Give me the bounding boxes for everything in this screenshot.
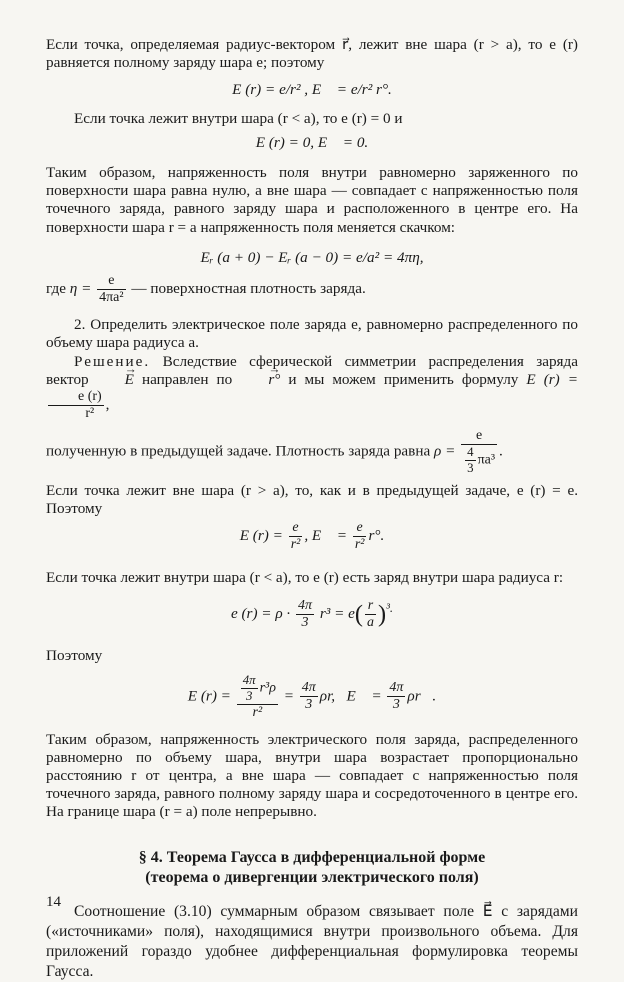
eq6-fraction-2 <box>300 680 318 713</box>
eq6-big-numerator <box>237 673 278 705</box>
eq6-den-2: 3 <box>305 697 313 713</box>
therefore-word: Поэтому <box>46 646 103 664</box>
problem-2-statement: 2. Определить электрическое поле заряда e, равномерно распределенного по объему шара радиуса a. <box>46 316 578 352</box>
eq6-inner-fraction <box>241 673 258 704</box>
formula-E-of-r-fraction <box>48 389 104 422</box>
density-fraction-numerator: e <box>461 428 497 445</box>
density-paragraph: полученную в предыдущей задаче. Плотность заряда равна ρ = e $\frac{4}{3}$ πa³ . <box>46 428 503 476</box>
formula-E-of-r-numerator: e (r) <box>48 389 104 406</box>
eq5-tail: ³. <box>386 600 394 615</box>
solution-text-c: и мы можем применить формулу <box>288 370 519 388</box>
eq5-paren-num: r <box>365 598 376 615</box>
paragraph-gauss-intro: Соотношение (3.10) суммарным образом связывает поле E⃗ с зарядами («источниками» поля), находящимися внутри произвольного объема. Для приложений гораздо удобнее дифференциальная формулировка теоремы Гаусса. <box>46 902 578 980</box>
paragraph-surface-density <box>46 273 578 306</box>
equation-outside-field <box>46 81 578 99</box>
equation-inside-charge: e (r) = ρ · $\frac{4\pi}{3}$ r³ = e( $\frac{r}{a}$ )$^{^3.}$ <box>230 597 394 630</box>
eq5-paren-den: a <box>366 614 374 630</box>
eta-fraction-denominator: 4πa² <box>99 290 124 306</box>
paragraph-uniform-conclusion: Таким образом, напряженность электрического поля заряда, распределенного равномерно по объему шара, внутри шара возрастает пропорционально расстоянию r от центра, а вне шара — совпадает с напряженностью поля точечного заряда, равного полному заряду шара и сосредоточенного в центре его. На границе шара (r = a) поле непрерывно. <box>46 730 578 821</box>
paragraph-inside-uniform: Если точка лежит внутри шара (r < a), то e (r) есть заряд внутри шара радиуса r: <box>46 569 564 587</box>
eq6-num-3: 4π <box>387 680 405 697</box>
solution-label: Решение. <box>74 352 151 370</box>
eq4-den-1: r² <box>290 537 301 553</box>
rho-symbol: ρ = <box>434 442 456 460</box>
page-number: 14 <box>46 894 61 910</box>
eq6-inner-den: 3 <box>245 688 253 703</box>
solution-paragraph: Решение. Вследствие сферической симметрии распределения заряда вектор → E направлен по → r° и мы можем применить формулу E (r) = $\frac{e (r)}{\text{r²}}$ , <box>46 353 578 423</box>
equation-field-inside-uniform <box>46 673 578 721</box>
paragraph-conclusion-surface: Таким образом, напряженность поля внутри равномерно заряженного по поверхности шара равна нулю, а вне шара — совпадает с напряженностью поля точечного заряда, равного заряду шара и расположенного в центре его. На поверхности шара r = a напряженность поля меняется скачком: <box>46 164 578 236</box>
solution-text-b: направлен по <box>141 370 233 388</box>
formula-E-of-r-lhs: E (r) = <box>526 370 579 388</box>
section-title-line-2: (теорема о дивергенции электрического поля) <box>145 868 479 886</box>
equation-field-jump: Eᵣ (a + 0) − Eᵣ (a − 0) = e/a² = 4πη, <box>200 248 424 266</box>
eta-symbol: η = <box>69 280 92 298</box>
eq5-lhs: e (r) = ρ · <box>230 604 291 622</box>
eq5-paren-fraction <box>365 598 376 631</box>
eq6-vec-lhs: E⃗ = <box>346 687 382 705</box>
eq4-tail: r°. <box>368 527 385 545</box>
unit-vector-r-symbol: → r° <box>240 371 280 389</box>
eq6-fraction-3 <box>387 680 405 713</box>
formula-E-of-r-denominator: r² <box>85 406 95 422</box>
eta-fraction-numerator: e <box>97 273 125 290</box>
solution-text-a: Вследствие сферической симметрии распределения заряда вектор <box>46 352 578 388</box>
four-thirds-fraction <box>465 445 475 476</box>
where-word: где <box>46 280 66 298</box>
eq6-lhs: E (r) = <box>187 687 231 705</box>
eq4-den-2: r² <box>354 537 365 553</box>
eq5-fraction <box>296 598 314 631</box>
eq6-mid: = <box>283 687 294 705</box>
equation-outside-field-text: E (r) = e/r² , E⃗ = e/r² r°. <box>232 81 392 99</box>
eq6-num-2: 4π <box>300 680 318 697</box>
eq5-num: 4π <box>296 598 314 615</box>
section-title-line-1: § 4. Теорема Гаусса в дифференциальной форме <box>138 848 486 866</box>
pi-a-cubed: πa³ <box>477 452 496 468</box>
density-fraction-denominator <box>461 445 497 476</box>
density-text: полученную в предыдущей задаче. Плотность заряда равна <box>46 442 431 460</box>
equation-outside-uniform <box>46 520 578 553</box>
eq6-inner-tail: r³ρ <box>259 680 276 696</box>
eq6-tail-3: ρr⃗. <box>407 687 437 705</box>
eq6-big-denominator: r² <box>252 704 263 720</box>
eq6-big-fraction <box>237 673 278 721</box>
eq4-fraction-1 <box>289 520 303 553</box>
eq6-inner-num: 4π <box>242 672 256 687</box>
surface-density-text: — поверхностная плотность заряда. <box>131 280 366 298</box>
density-fraction <box>461 428 497 476</box>
eta-fraction <box>97 273 125 306</box>
eq5-den: 3 <box>301 614 309 630</box>
eq4-num-2: e <box>353 520 367 537</box>
eq4-mid: , E⃗ = <box>304 527 348 545</box>
paragraph-outside-uniform: Если точка лежит вне шара (r > a), то, как и в предыдущей задаче, e (r) = e. Поэтому <box>46 481 578 518</box>
eq6-den-3: 3 <box>392 697 400 713</box>
eq5-mid: r³ = e <box>319 604 355 622</box>
paragraph-outside-ball: Если точка, определяемая радиус-вектором r⃗, лежит вне шара (r > a), то e (r) равняется полному заряду шара e; поэтому <box>46 36 578 72</box>
eq4-fraction-2 <box>353 520 367 553</box>
eq4-num-1: e <box>289 520 303 537</box>
four-thirds-numerator: 4 <box>467 445 474 460</box>
vector-E-symbol: → E <box>97 371 134 389</box>
paragraph-inside-ball: Если точка лежит внутри шара (r < a), то e (r) = 0 и <box>74 109 403 127</box>
four-thirds-denominator: 3 <box>467 461 474 476</box>
equation-inside-field: E (r) = 0, E⃗ = 0. <box>255 133 369 151</box>
section-heading <box>46 848 578 888</box>
eq4-lhs: E (r) = <box>239 527 283 545</box>
eq6-tail-2: ρr, <box>319 687 336 705</box>
